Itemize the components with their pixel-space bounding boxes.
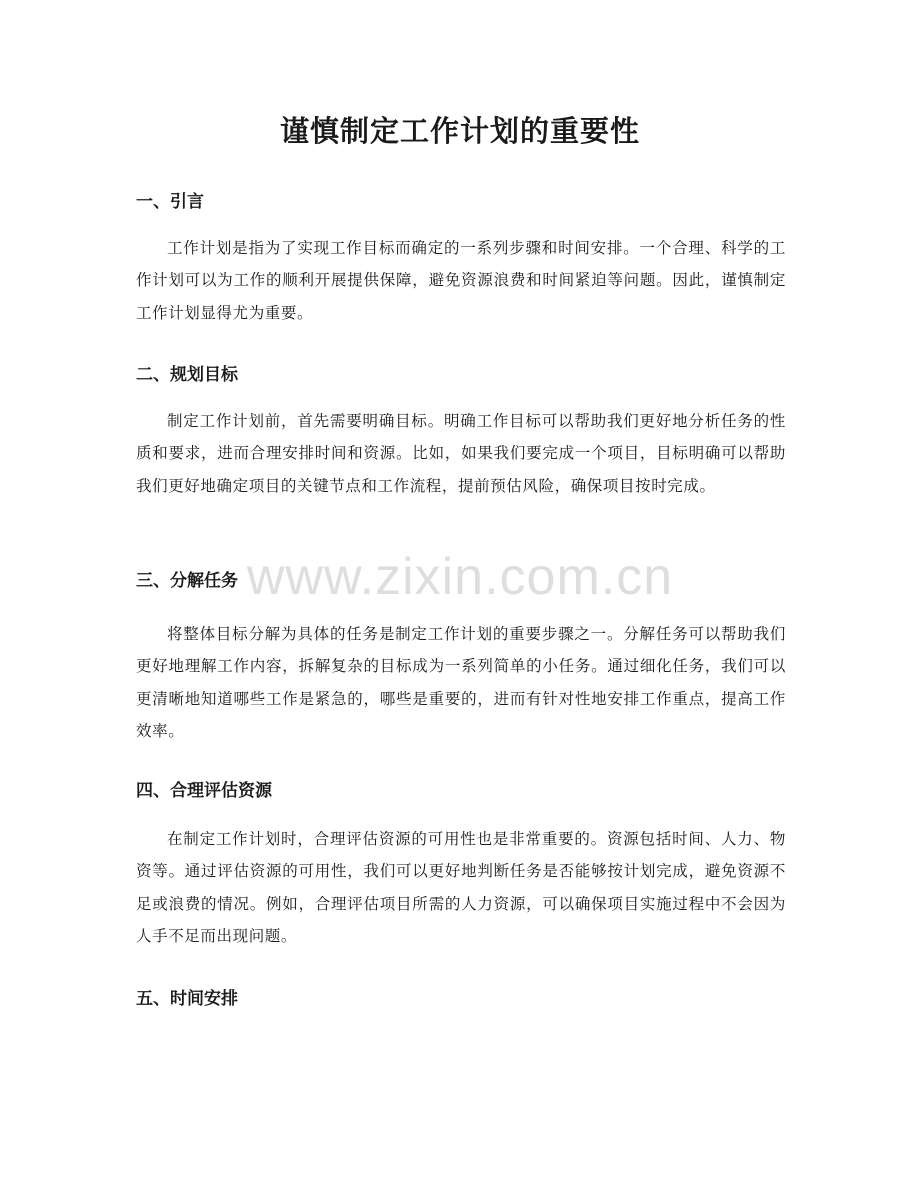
section-paragraph-introduction: 工作计划是指为了实现工作目标而确定的一系列步骤和时间安排。一个合理、科学的工作计划可以为工作的顺利开展提供保障，避免资源浪费和时间紧迫等问题。因此，谨慎制定工作计划显得尤为重要。 — [136, 239, 786, 322]
section-paragraph-resources: 在制定工作计划时，合理评估资源的可用性也是非常重要的。资源包括时间、人力、物资等。通过评估资源的可用性，我们可以更好地判断任务是否能够按计划完成，避免资源不足或浪费的情况。例如，合理评估项目所需的人力资源，可以确保项目实施过程中不会因为人手不足而出现问题。 — [136, 830, 786, 945]
watermark: www.zixin.com.cn — [246, 548, 674, 606]
section-heading-resources: 四、合理评估资源 — [136, 781, 272, 801]
section-paragraph-goals: 制定工作计划前，首先需要明确目标。明确工作目标可以帮助我们更好地分析任务的性质和要求，进而合理安排时间和资源。比如，如果我们要完成一个项目，目标明确可以帮助我们更好地确定项目的关键节点和工作流程，提前预估风险，确保项目按时完成。 — [136, 412, 786, 495]
document-title: 谨慎制定工作计划的重要性 — [279, 114, 640, 148]
section-heading-goals: 二、规划目标 — [136, 365, 238, 385]
section-heading-introduction: 一、引言 — [136, 192, 204, 212]
section-heading-time-schedule: 五、时间安排 — [136, 989, 238, 1009]
section-heading-task-breakdown: 三、分解任务 — [136, 571, 238, 591]
section-paragraph-task-breakdown: 将整体目标分解为具体的任务是制定工作计划的重要步骤之一。分解任务可以帮助我们更好地理解工作内容，拆解复杂的目标成为一系列简单的小任务。通过细化任务，我们可以更清晰地知道哪些工作是紧急的，哪些是重要的，进而有针对性地安排工作重点，提高工作效率。 — [136, 625, 786, 740]
